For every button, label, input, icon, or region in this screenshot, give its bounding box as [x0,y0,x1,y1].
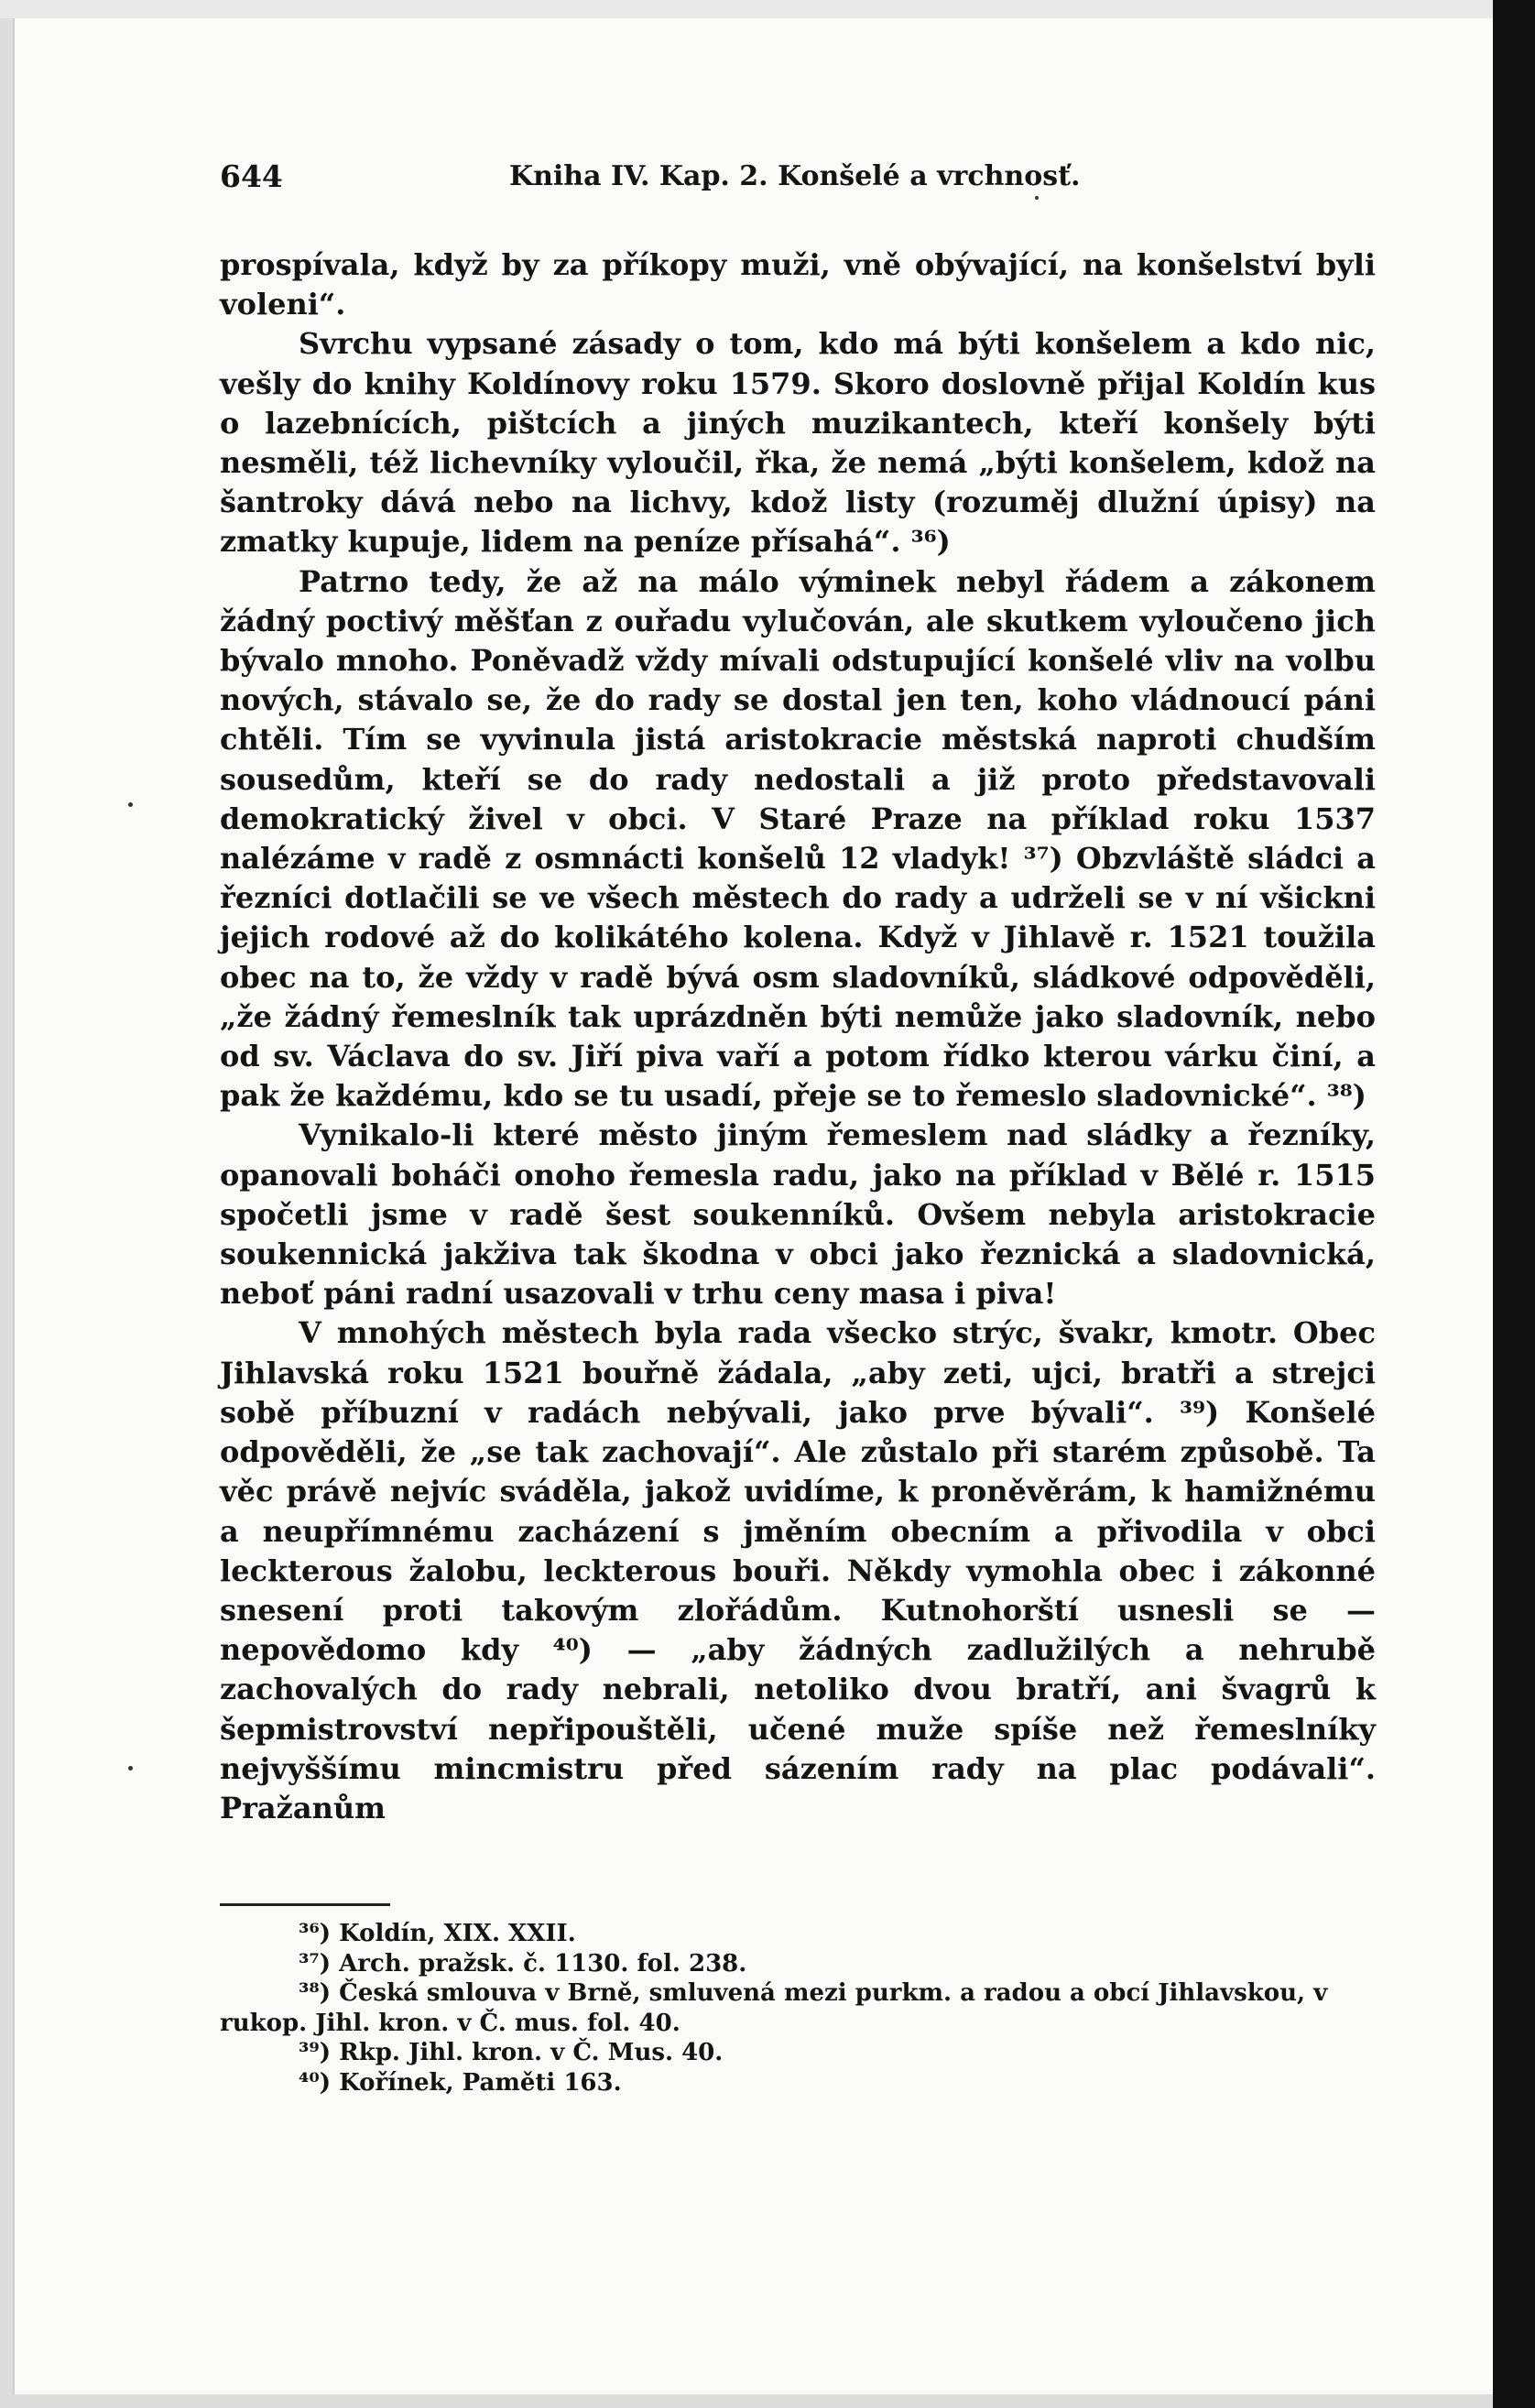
scan-speck [128,802,133,807]
scan-speck [128,1766,133,1771]
running-title: Kniha IV. Kap. 2. Konšelé a vrchnosť. [509,160,1081,192]
footnote: ³⁸) Česká smlouva v Brně, smluvená mezi purkm. a radou a obcí Jihlavskou, v rukop. Jihl. kron. v Č. mus. fol. 40. [220,1979,1328,2037]
paragraph-continuation: prospívala, když by za příkopy muži, vně obývající, na konšelství byli voleni“. [220,247,1376,322]
footnote: ³⁷) Arch. pražsk. č. 1130. fol. 238. [299,1949,747,1978]
page-number: 644 [220,158,283,194]
body-text [220,245,1376,1828]
paragraph: Patrno tedy, že až na málo výminek nebyl řádem a zákonem žádný poctivý měšťan z ouřadu vylučován, ale skutkem vyloučeno jich bývalo mnoho. Poněvadž vždy mívali odstupující konšelé vliv na volbu nových, stávalo se, že do rady se dostal jen ten, koho vládnoucí páni chtěli. Tím se vyvinula jistá aristokracie městská naproti chudším sousedům, kteří se do rady nedostali a již proto představovali demokratický živel v obci. V Staré Praze na příklad roku 1537 nalézáme v radě z osmnácti konšelů 12 vladyk! ³⁷) Obzvláště sládci a řezníci dotlačili se ve všech městech do rady a udrželi se v ní všickni jejich rodové až do kolikátého kolena. Když v Jihlavě r. 1521 toužila obec na to, že vždy v radě bývá osm sladovníků, sládkové odpověděli, „že žádný řemeslník tak uprázdněn býti nemůže jako sladovník, nebo od sv. Václava do sv. Jiří piva vaří a potom řídko kterou várku činí, a pak že každému, kdo se tu usadí, přeje se to řemeslo sladovnické“. ³⁸) [220,563,1376,1114]
scan-top-band [0,0,1535,18]
running-head [220,154,1383,200]
footnote: ³⁶) Koldín, XIX. XXII. [299,1920,576,1947]
footnotes [220,1919,1376,2097]
scan-right-edge [1493,0,1535,2408]
footnote-rule [220,1903,390,1906]
paragraph: Svrchu vypsané zásady o tom, kdo má býti konšelem a kdo nic, vešly do knihy Koldínovy roku 1579. Skoro doslovně přijal Koldín kus o lazebnících, pištcích a jiných muzikantech, kteří konšely býti nesměli, též lichevníky vyloučil, řka, že nemá „býti konšelem, kdož na šantroky dává nebo na lichvy, kdož listy (rozuměj dlužní úpisy) na zmatky kupuje, lidem na peníze přísahá“. ³⁶) [220,326,1376,560]
footnote: ³⁹) Rkp. Jihl. kron. v Č. Mus. 40. [299,2039,724,2066]
footnote: ⁴⁰) Kořínek, Paměti 163. [299,2068,622,2097]
paragraph: V mnohých městech byla rada všecko strýc, švakr, kmotr. Obec Jihlavská roku 1521 bouřně žádala, „aby zeti, ujci, bratři a strejci sobě příbuzní v radách nebývali, jako prve bývali“. ³⁹) Konšelé odpověděli, že „se tak zachovají“. Ale zůstalo při starém způsobě. Ta věc právě nejvíc sváděla, jakož uvidíme, k proněvěrám, k hamižnému a neupřímnému zacházení s jměním obecním a přivodila v obci leckterous žalobu, leckterous bouři. Někdy vymohla obec i zákonné snesení proti takovým zlořádům. Kutnohorští usnesli se — nepovědomo kdy ⁴⁰) — „aby žádných zadlužilých a nehrubě zachovalých do rady nebrali, netoliko dvou bratří, ani švagrů k šepmistrovství nepřipouštěli, učené muže spíše než řemeslníky nejvyššímu mincmistru před sázením rady na plac podávali“. Pražanům [220,1315,1376,1825]
scan-speck [1035,196,1039,200]
paragraph: Vynikalo-li které město jiným řemeslem nad sládky a řezníky, opanovali boháči onoho řemesla radu, jako na příklad v Bělé r. 1515 spočetli jsme v radě šest soukenníků. Ovšem nebyla aristokracie soukennická jakživa tak škodna v obci jako řeznická a sladovnická, neboť páni radní usazovali v trhu ceny masa i piva! [220,1117,1376,1312]
